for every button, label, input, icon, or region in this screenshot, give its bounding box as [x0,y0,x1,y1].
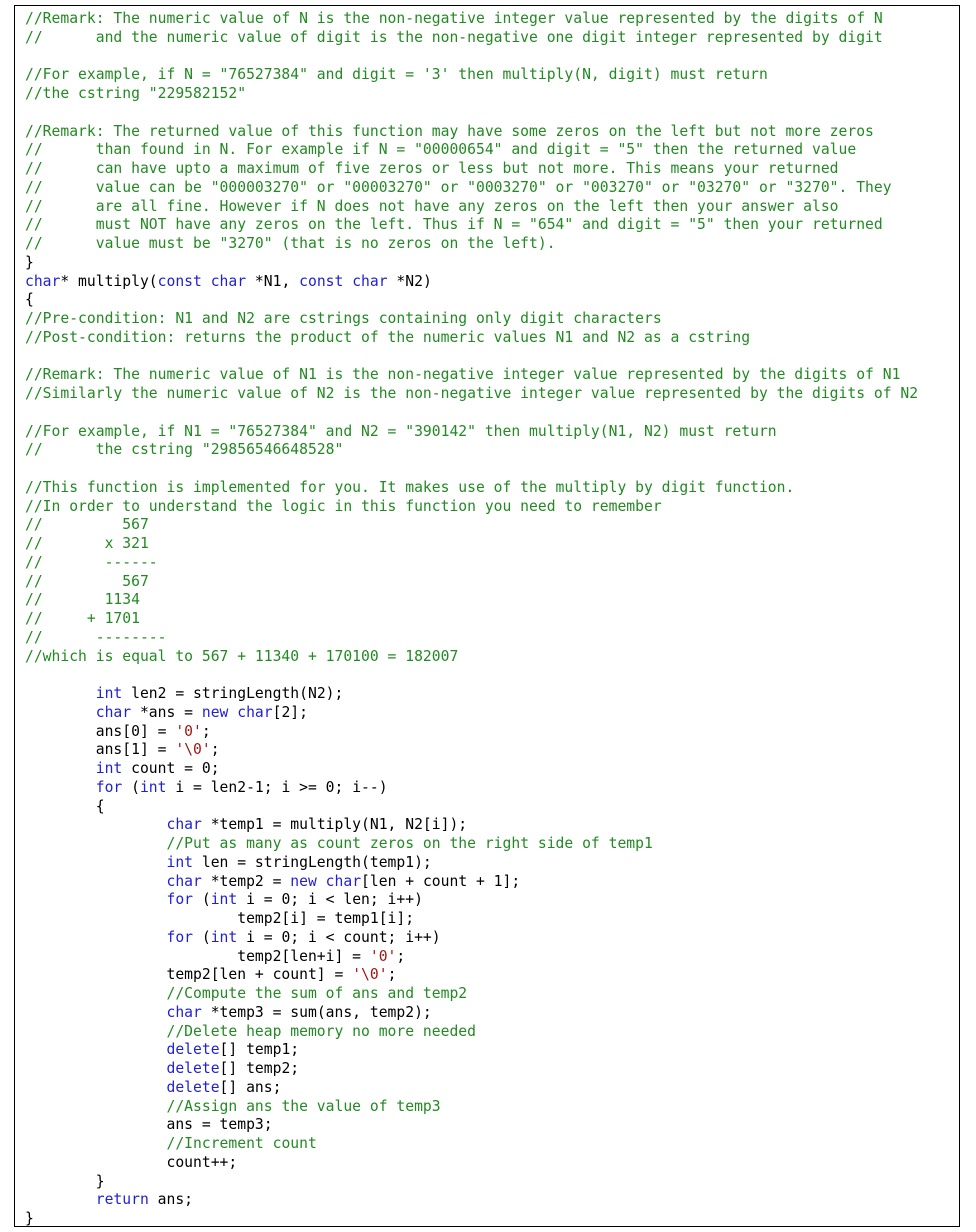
code-comment: // than found in N. For example if N = "00000654" and digit = "5" then the returned value [25,141,857,159]
code-text: *N2) [387,272,432,290]
code-keyword: char [210,272,247,290]
code-keyword: delete [166,1041,220,1059]
code-keyword: const [157,272,202,290]
code-keyword: return [95,1191,149,1209]
code-text: *temp2 = [201,872,291,890]
code-comment: //This function is implemented for you. It makes use of the multiply by digit function. [25,478,795,496]
code-line [25,929,918,948]
code-line [25,985,918,1004]
code-text: len2 = stringLength(N2); [122,685,344,702]
code-line [25,1098,918,1117]
code-comment: //For example, if N = "76527384" and digit = '3' then multiply(N, digit) must return [25,66,768,84]
code-text [25,854,166,871]
code-line [25,104,918,123]
code-text: ( [193,891,211,909]
code-text: ans = temp3; [25,1116,273,1134]
code-line [25,329,918,348]
code-line [25,779,918,798]
code-text: ans[1] = [25,741,176,759]
code-line [25,1191,918,1210]
code-text [25,835,166,852]
code-keyword: char [166,816,202,834]
code-line [25,723,918,742]
code-comment: //Put as many as count zeros on the right side of temp1 [166,835,653,852]
code-line [25,273,918,292]
code-listing-frame [14,5,960,1227]
code-line [25,873,918,892]
code-keyword: int [210,891,238,909]
code-line [25,348,918,367]
code-text [317,873,326,890]
code-text: *N1, [246,272,300,290]
code-line [25,385,918,404]
code-keyword: delete [166,1060,220,1077]
code-text: i = len2-1; i >= 0; i--) [166,778,388,796]
code-line [25,760,918,779]
code-keyword: char [325,872,362,890]
code-line [25,610,918,629]
code-keyword: char [352,272,388,290]
code-text [25,891,166,908]
code-listing [25,10,918,1229]
code-line [25,48,918,67]
code-comment: //Increment count [166,1135,317,1152]
code-text: *temp1 = multiply(N1, N2[i]); [201,816,468,834]
code-line [25,291,918,310]
code-comment: // -------- [25,628,167,646]
code-text: temp2[i] = temp1[i]; [25,910,415,927]
code-text: ans; [148,1191,194,1209]
code-line [25,1173,918,1192]
code-comment: //Similarly the numeric value of N2 is the non-negative integer value represented by the digits of N2 [25,385,919,402]
code-keyword: for [166,928,194,946]
code-line [25,29,918,48]
code-line [25,160,918,179]
code-keyword: for [166,891,194,909]
code-keyword: int [139,778,167,796]
code-line [25,835,918,854]
code-comment: //In order to understand the logic in this function you need to remember [25,497,662,515]
code-char-literal: '0' [175,722,202,740]
code-line [25,591,918,610]
code-line [25,554,918,573]
code-char-literal: '0' [369,947,397,965]
code-line [25,1135,918,1154]
code-comment: //Pre-condition: N1 and N2 are cstrings containing only digit characters [25,310,662,327]
code-text: i = 0; i < count; i++) [237,928,441,946]
code-comment: // the cstring "29856546648528" [25,441,344,459]
code-comment: //Post-condition: returns the product of the numeric values N1 and N2 as a cstring [25,328,751,346]
code-text: } [25,1172,105,1190]
code-comment: // can have upto a maximum of five zeros or less but not more. This means your returned [25,160,839,177]
code-comment: // + 1701 [25,610,140,627]
code-text: [] temp2; [219,1060,300,1077]
code-line [25,123,918,142]
code-comment: //Delete heap memory no more needed [166,1022,476,1040]
code-keyword: char [25,272,61,290]
code-line [25,948,918,967]
code-text: ; [396,947,406,965]
code-line [25,1210,918,1229]
code-text: } [25,253,34,271]
code-text [25,1191,96,1208]
code-line [25,254,918,273]
code-keyword: for [95,778,123,796]
code-text: temp2[len+i] = [25,947,370,965]
code-text [25,1004,166,1021]
code-text: [len + count + 1]; [361,872,521,890]
code-line [25,66,918,85]
code-line [25,85,918,104]
code-line [25,1041,918,1060]
code-text [25,985,166,1002]
code-text: count = 0; [122,760,220,777]
code-keyword: const [299,272,344,290]
code-line [25,1060,918,1079]
code-text: } [25,1210,34,1227]
code-keyword: int [95,685,123,702]
code-comment: // and the numeric value of digit is the non-negative one digit integer represented by digit [25,28,883,46]
code-keyword: int [210,928,238,946]
code-line [25,910,918,929]
code-text: ( [193,928,211,946]
code-text [25,685,96,702]
code-line [25,235,918,254]
code-comment: // ------ [25,553,158,571]
code-text [202,273,211,290]
code-line [25,423,918,442]
code-text: { [25,291,34,309]
code-line [25,479,918,498]
code-comment: // 567 [25,572,149,590]
code-comment: //For example, if N1 = "76527384" and N2 = "390142" then multiply(N1, N2) must return [25,422,777,440]
code-text: count++; [25,1153,238,1171]
code-line [25,816,918,835]
code-text [25,779,96,796]
code-text [25,760,96,777]
code-text: *temp3 = sum(ans, temp2); [201,1003,432,1021]
code-keyword: int [166,853,194,871]
code-line [25,366,918,385]
code-text: [2]; [272,703,308,721]
code-keyword: char [166,872,202,890]
code-line [25,441,918,460]
code-comment: //which is equal to 567 + 11340 + 170100 = 182007 [25,647,459,665]
code-text: ; [201,722,211,740]
code-line [25,198,918,217]
code-line [25,629,918,648]
code-text [343,273,352,290]
code-keyword: char [95,703,132,721]
code-text [25,1098,166,1115]
code-char-literal: '\0' [352,966,388,984]
code-text [25,1135,166,1152]
code-line [25,404,918,423]
code-text: len = stringLength(temp1); [193,853,432,871]
code-text: [] ans; [219,1078,282,1096]
code-comment: // x 321 [25,535,149,552]
code-comment: //Remark: The numeric value of N1 is the non-negative integer value represented by the digits of N1 [25,366,901,384]
code-text [25,1060,166,1077]
code-text: temp2[len + count] = [25,966,353,984]
code-comment: //Assign ans the value of temp3 [166,1097,441,1115]
code-text: ( [122,778,140,796]
code-text [25,1041,166,1058]
code-text [25,704,96,721]
code-text [25,873,166,890]
code-text: * multiply( [60,272,158,290]
code-line [25,741,918,760]
code-text [25,1079,166,1096]
code-comment: // 1134 [25,591,140,609]
code-text [25,816,166,833]
code-line [25,648,918,667]
code-line [25,516,918,535]
code-line [25,891,918,910]
code-keyword: int [95,760,123,777]
code-text: ; [387,966,397,984]
code-line [25,966,918,985]
code-comment: //the cstring "229582152" [25,85,247,102]
code-comment: // 567 [25,516,149,534]
code-line [25,704,918,723]
code-comment: // value can be "000003270" or "00003270" or "0003270" or "003270" or "03270" or "3270". They [25,178,892,196]
code-text: [] temp1; [219,1041,300,1059]
code-text [228,704,237,721]
code-line [25,535,918,554]
code-line [25,1023,918,1042]
code-keyword: delete [166,1078,220,1096]
code-line [25,179,918,198]
code-line [25,666,918,685]
code-line [25,216,918,235]
code-line [25,1079,918,1098]
code-text: i = 0; i < len; i++) [237,891,423,909]
code-line [25,573,918,592]
code-comment: //Compute the sum of ans and temp2 [166,985,468,1002]
code-line [25,1154,918,1173]
code-comment: // must NOT have any zeros on the left. Thus if N = "654" and digit = "5" then your returned [25,216,883,234]
code-comment: // are all fine. However if N does not have any zeros on the left then your answer also [25,197,839,215]
code-line [25,854,918,873]
code-comment: // value must be "3270" (that is no zeros on the left). [25,235,556,252]
code-line [25,141,918,160]
code-line [25,1116,918,1135]
code-comment: //Remark: The returned value of this function may have some zeros on the left but not more zeros [25,122,874,140]
code-keyword: new [290,872,317,890]
code-text: { [25,797,105,815]
code-line [25,498,918,517]
code-line [25,10,918,29]
code-line [25,685,918,704]
code-line [25,460,918,479]
code-keyword: char [166,1003,202,1021]
code-keyword: char [237,703,273,721]
code-text [25,1023,166,1040]
code-text: *ans = [131,703,202,721]
code-text [25,929,166,946]
code-text: ans[0] = [25,722,176,740]
code-line [25,1004,918,1023]
code-line [25,798,918,817]
code-keyword: new [201,703,229,721]
code-comment: //Remark: The numeric value of N is the non-negative integer value represented by the digits of N [25,10,883,27]
code-text: ; [210,741,220,759]
code-char-literal: '\0' [175,741,211,759]
code-line [25,310,918,329]
